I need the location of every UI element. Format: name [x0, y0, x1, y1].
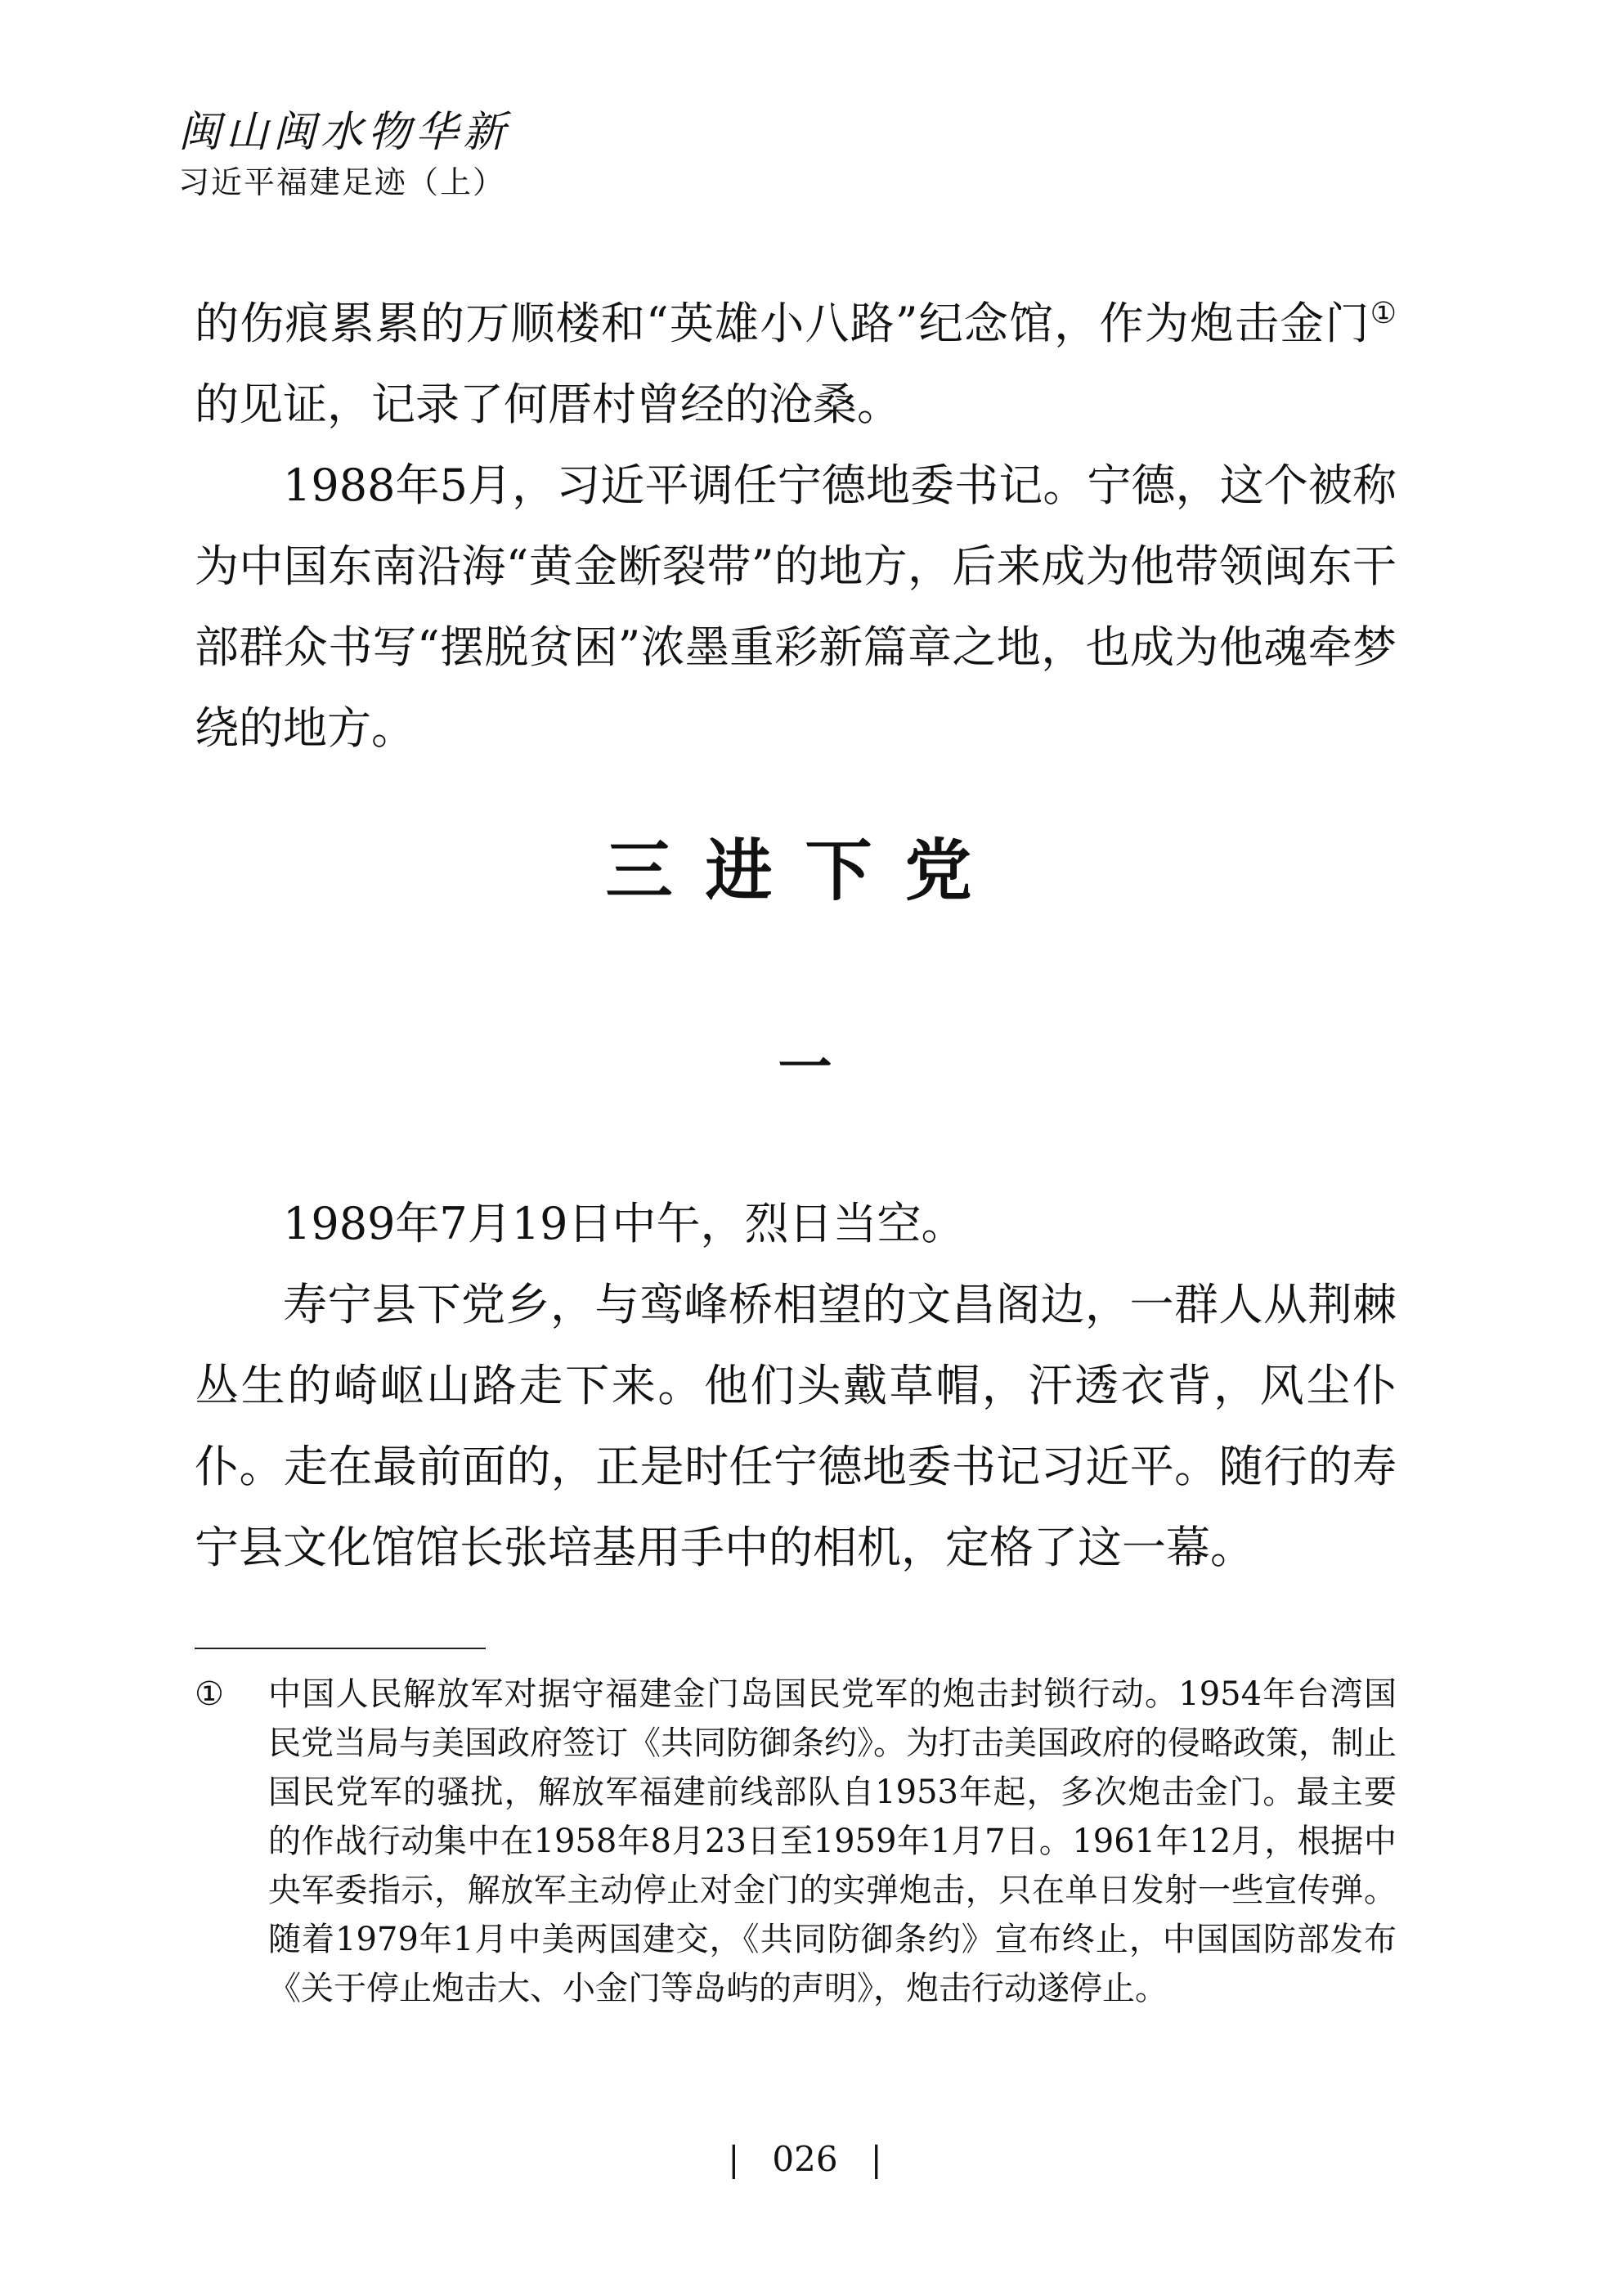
book-subtitle: 习近平福建足迹（上）	[178, 164, 506, 200]
footnote-reference[interactable]: ①	[1370, 297, 1397, 330]
paragraph: 寿宁县下党乡，与鸾峰桥相望的文昌阁边，一群人从荆棘丛生的崎岖山路走下来。他们头戴草帽，汗透衣背，风尘仆仆。走在最前面的，正是时任宁德地委书记习近平。随行的寿宁县文化馆馆长张培基用手中的相机，定格了这一幕。	[195, 1279, 1397, 1573]
book-title: 闽山闽水物华新	[178, 108, 511, 157]
page-number: 026	[772, 2139, 838, 2179]
paragraph: 1988年5月，习近平调任宁德地委书记。宁德，这个被称为中国东南沿海“黄金断裂带”的地方，后来成为他带领闽东干部群众书写“摆脱贫困”浓墨重彩新篇章之地，也成为他魂牵梦绕的地方。	[195, 460, 1397, 754]
footnote-marker: ①	[195, 1675, 224, 1713]
footnote-text: 中国人民解放军对据守福建金门岛国民党军的炮击封锁行动。1954年台湾国民党当局与美国政府签订《共同防御条约》。为打击美国政府的侵略政策，制止国民党军的骚扰，解放军福建前线部队自1953年起，多次炮击金门。最主要的作战行动集中在1958年8月23日至1959年1月7日。1961年12月，根据中央军委指示，解放军主动停止对金门的实弹炮击，只在单日发射一些宣传弹。随着1979年1月中美两国建交，《共同防御条约》宣布终止，中国国防部发布《关于停止炮击大、小金门等岛屿的声明》，炮击行动遂停止。	[268, 1675, 1397, 2007]
running-header	[178, 106, 510, 203]
paragraph-continued	[195, 283, 1397, 445]
bottom-text-block	[195, 1183, 1397, 1588]
paragraph-text: 的伤痕累累的万顺楼和“英雄小八路”纪念馆，作为炮击金门	[195, 298, 1370, 349]
page-number-line: | 026 |	[728, 2139, 882, 2179]
paragraph-text: 的见证，记录了何厝村曾经的沧桑。	[195, 379, 901, 430]
footnote	[195, 1670, 1397, 2013]
subsection-title: 一	[778, 1035, 832, 1099]
paragraph: 1989年7月19日中午，烈日当空。	[283, 1198, 966, 1249]
footnote-divider	[195, 1648, 486, 1649]
top-text-block	[195, 283, 1397, 769]
section-title: 三进下党	[605, 832, 1005, 910]
